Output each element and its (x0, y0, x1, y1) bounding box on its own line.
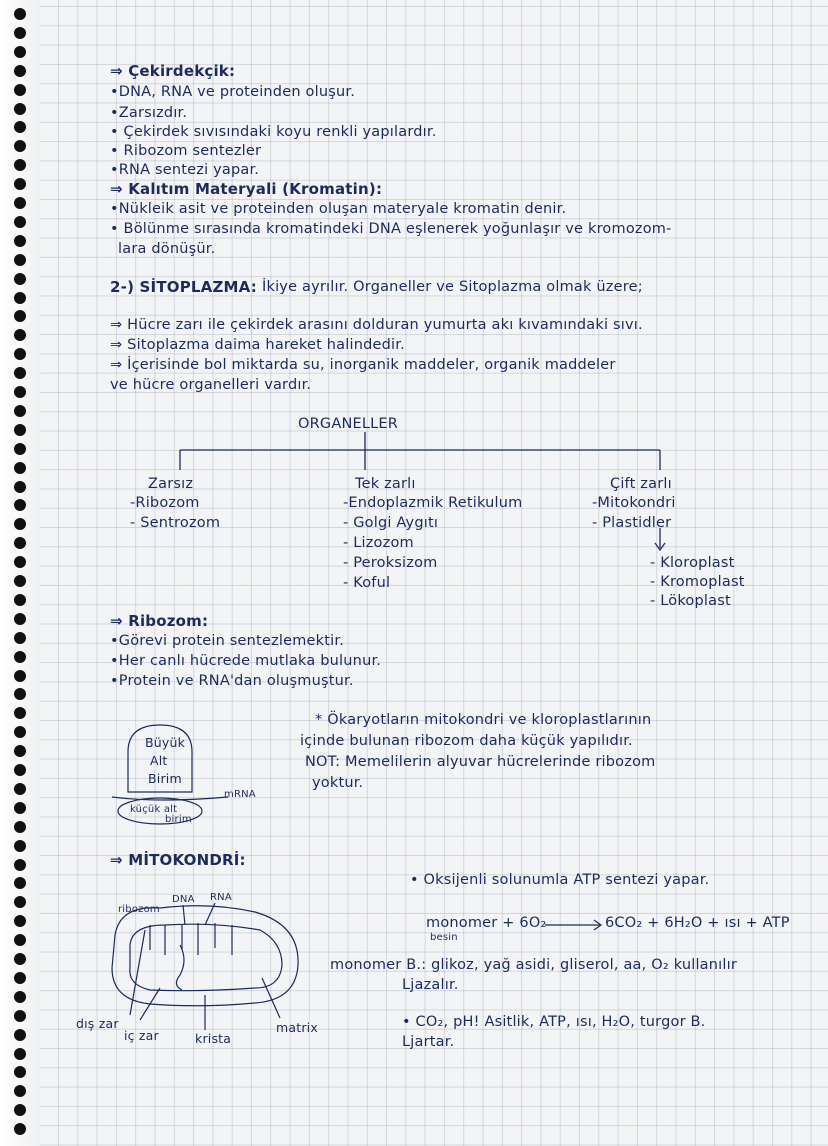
plastid-item: - Kloroplast (650, 555, 735, 571)
nucleolus-bullet: •DNA, RNA ve proteinden oluşur. (110, 84, 356, 100)
nucleolus-bullet: • Çekirdek sıvısındaki koyu renkli yapılardır. (110, 124, 437, 140)
mitochondria-label: krista (195, 1031, 232, 1046)
organelle-item: - Koful (343, 575, 391, 591)
organelle-item: -Endoplazmik Retikulum (343, 495, 523, 511)
ribosome-bullet: •Protein ve RNA'dan oluşmuştur. (110, 673, 354, 689)
cytoplasm-line: ⇒ İçerisinde bol miktarda su, inorganik maddeler, organik maddeler (110, 357, 616, 373)
organelle-item: -Mitokondri (592, 495, 676, 511)
ribosome-heading: ⇒ Ribozom: (110, 612, 209, 630)
cytoplasm-line: ve hücre organelleri vardır. (110, 377, 312, 393)
organelle-item: - Golgi Aygıtı (343, 515, 439, 531)
plastid-item: - Lökoplast (650, 593, 731, 609)
organelles-col-head: Tek zarlı (355, 476, 416, 492)
cytoplasm-heading-rest: İkiye ayrılır. Organeller ve Sitoplazma olmak üzere; (262, 279, 643, 295)
ribosome-bullet: •Her canlı hücrede mutlaka bulunur. (110, 653, 382, 669)
organelle-item: - Lizozom (343, 535, 414, 551)
organelles-col-head: Zarsız (148, 476, 194, 492)
substrates-line: Ljazalır. (402, 977, 459, 993)
chromatin-line: •Nükleik asit ve proteinden oluşan materyale kromatin denir. (110, 201, 567, 217)
cytoplasm-line: ⇒ Hücre zarı ile çekirdek arasını dolduran yumurta akı kıvamındaki sıvı. (110, 317, 643, 333)
equation-left: monomer + 6O₂ (426, 915, 547, 931)
ribosome-large-subunit-label: Alt (150, 753, 168, 768)
ribosome-large-subunit-label: Büyük (145, 735, 186, 750)
nucleolus-bullet: •Zarsızdır. (110, 105, 188, 121)
ribosome-note: yoktur. (312, 775, 364, 791)
cytoplasm-line: ⇒ Sitoplazma daima hareket halindedir. (110, 337, 405, 353)
mitochondria-bullet: • Oksijenli solunumla ATP sentezi yapar. (410, 872, 710, 888)
ribosome-small-subunit-label: birim (165, 814, 192, 825)
organelle-item: - Peroksizom (343, 555, 438, 571)
ribosome-large-subunit-label: Birim (148, 771, 182, 786)
organelle-item: - Plastidler (592, 515, 672, 531)
equation-arrow (545, 920, 601, 930)
chromatin-line: lara dönüşür. (118, 241, 216, 257)
mitochondria-bullet: Ljartar. (402, 1034, 455, 1050)
ribosome-small-subunit-label: küçük alt (130, 804, 178, 815)
organelle-item: - Sentrozom (130, 515, 221, 531)
mitochondria-label: iç zar (124, 1028, 159, 1043)
mitochondria-label: dış zar (76, 1016, 119, 1031)
nucleolus-heading: ⇒ Çekirdekçik: (110, 62, 236, 80)
mitochondria-bullet: • CO₂, pH! Asitlik, ATP, ısı, H₂O, turgor B. (402, 1014, 706, 1030)
mitochondria-label: RNA (210, 892, 232, 903)
ribosome-note: * Ökaryotların mitokondri ve kloroplastlarının (315, 712, 652, 728)
nucleolus-bullet: • Ribozom sentezler (110, 143, 262, 159)
mitochondria-label: matrix (276, 1020, 318, 1035)
ribosome-bullet: •Görevi protein sentezlemektir. (110, 633, 345, 649)
mitochondria-heading: ⇒ MİTOKONDRİ: (110, 851, 246, 869)
nucleolus-bullet: •RNA sentezi yapar. (110, 162, 260, 178)
cytoplasm-heading: 2-) SİTOPLAZMA: (110, 278, 257, 296)
substrates-line: monomer B.: glikoz, yağ asidi, gliserol, aa, O₂ kullanılır (330, 957, 738, 973)
organelle-item: -Ribozom (130, 495, 200, 511)
plastid-item: - Kromoplast (650, 574, 745, 590)
organelles-col-head: Çift zarlı (610, 476, 672, 492)
equation-under: besin (430, 932, 458, 943)
organelle-tree-lines (180, 432, 665, 550)
chromatin-line: • Bölünme sırasında kromatindeki DNA eşlenerek yoğunlaşır ve kromozom- (110, 221, 672, 237)
equation-right: 6CO₂ + 6H₂O + ısı + ATP (605, 915, 790, 931)
chromatin-heading: ⇒ Kalıtım Materyali (Kromatin): (110, 180, 383, 198)
ribosome-note: içinde bulunan ribozom daha küçük yapılıdır. (300, 733, 633, 749)
organelles-title: ORGANELLER (298, 416, 399, 432)
ribosome-note: NOT: Memelilerin alyuvar hücrelerinde ribozom (305, 754, 656, 770)
mitochondria-diagram (112, 903, 298, 1030)
mitochondria-label: DNA (172, 894, 195, 905)
mrna-label: mRNA (224, 789, 256, 800)
mitochondria-label: ribozom (118, 904, 160, 915)
